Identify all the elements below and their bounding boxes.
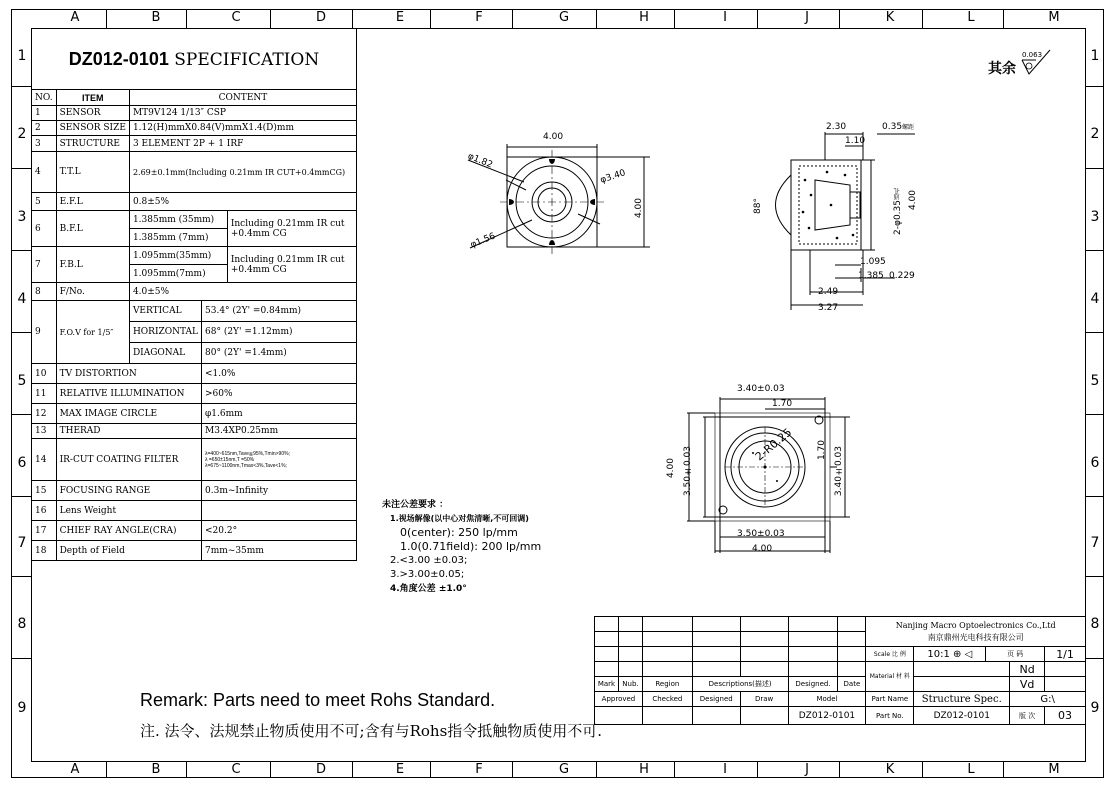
row-content: 3 ELEMENT 2P + 1 IRF — [129, 136, 356, 152]
grid-tick — [839, 762, 840, 778]
projection-symbol-icon: ⊕ ◁ — [953, 648, 973, 660]
material-label: Material 材 料 — [866, 662, 914, 692]
remark-cn: 注. 法令、法规禁止物质使用不可;含有与Rohs指令抵触物质使用不可. — [140, 722, 603, 740]
row-item: F/No. — [56, 283, 129, 301]
row-label: 5 — [17, 373, 27, 389]
fov-vertical-value: 53.4° (2Y' =0.84mm) — [202, 301, 357, 322]
row-label: 9 — [1090, 700, 1100, 716]
table-row — [32, 106, 357, 121]
row-label: 4 — [17, 291, 27, 307]
row-item: THERAD — [56, 424, 201, 439]
row-item: SENSOR — [56, 106, 129, 121]
material-nd: Nd — [1010, 662, 1045, 677]
table-row — [32, 152, 357, 193]
notes-item-1b: 1.0(0.71field): 200 lp/mm — [400, 540, 542, 553]
table-row — [32, 193, 357, 211]
table-row — [32, 364, 357, 384]
table-row — [32, 404, 357, 424]
row-no: 3 — [32, 136, 57, 152]
row-label: 3 — [1090, 209, 1100, 225]
approved-label: Approved — [595, 692, 643, 707]
column-label: A — [70, 10, 80, 25]
grid-tick — [106, 762, 107, 778]
spec-title — [32, 29, 357, 90]
row-content: <20.2° — [202, 521, 357, 541]
bottom-dim-radius: 2-R0.25 — [752, 425, 795, 464]
column-label: D — [315, 762, 326, 777]
side-view-drawing — [755, 120, 930, 320]
part-no-label: Part No. — [866, 707, 914, 725]
grid-tick — [1003, 10, 1004, 28]
row-item: RELATIVE ILLUMINATION — [56, 384, 201, 404]
side-dim-1095: 1.095 — [860, 257, 886, 267]
model-value: DZ012-0101 — [788, 707, 866, 725]
filter-line-2: λ =650±15nm,T =50% — [205, 456, 255, 463]
side-dim-035-value: 0.35 — [882, 122, 903, 132]
grid-tick — [430, 762, 431, 778]
bottom-dim-v350: 3.50±0.03 — [683, 446, 693, 497]
column-label: E — [395, 10, 405, 25]
row-no: 14 — [32, 439, 57, 481]
row-label: 1 — [17, 48, 27, 64]
header-no: NO. — [32, 90, 57, 106]
column-label: J — [805, 762, 809, 777]
bottom-dim-top: 3.40±0.03 — [737, 384, 785, 394]
mark-label: Mark — [595, 677, 619, 692]
row-item: F.B.L — [56, 247, 129, 283]
table-row — [32, 481, 357, 501]
row-content: 0.3m~Infinity — [202, 481, 357, 501]
grid-tick — [11, 250, 31, 251]
row-content: φ1.6mm — [202, 404, 357, 424]
row-note: Including 0.21mm IR cut +0.4mm CG — [227, 211, 356, 247]
column-label: A — [70, 762, 80, 777]
row-content: 4.0±5% — [129, 283, 356, 301]
notes-item-4: 4.角度公差 ±1.0° — [390, 584, 467, 594]
table-row — [32, 121, 357, 136]
scale-label: Scale 比 例 — [866, 647, 914, 662]
grid-tick — [839, 10, 840, 28]
row-no: 12 — [32, 404, 57, 424]
table-row — [32, 211, 357, 229]
column-label: I — [723, 762, 727, 777]
column-label: B — [151, 10, 161, 25]
nub-label: Nub. — [618, 677, 642, 692]
row-no: 6 — [32, 211, 57, 247]
grid-tick — [1086, 576, 1104, 577]
row-content-1: 1.385mm (35mm) — [129, 211, 227, 229]
row-content: 0.8±5% — [129, 193, 356, 211]
row-content: <1.0% — [202, 364, 357, 384]
row-label: 2 — [1090, 126, 1100, 142]
remark-en: Remark: Parts need to meet Rohs Standard. — [140, 690, 496, 710]
grid-tick — [186, 10, 187, 28]
grid-tick — [1086, 168, 1104, 169]
table-row — [32, 424, 357, 439]
side-dim-0229: 0.229 — [889, 271, 915, 281]
part-name-right: G:\ — [1010, 692, 1086, 707]
grid-tick — [11, 414, 31, 415]
version-label: 版 次 — [1010, 707, 1045, 725]
row-label: 3 — [17, 209, 27, 225]
row-item: F.O.V for 1/5″ — [56, 301, 129, 364]
grid-tick — [1086, 414, 1104, 415]
row-no: 10 — [32, 364, 57, 384]
table-row — [32, 247, 357, 265]
row-item: FOCUSING RANGE — [56, 481, 201, 501]
bottom-dim-350: 3.50±0.03 — [737, 529, 785, 539]
fov-horizontal-label: HORIZONTAL — [129, 322, 201, 343]
grid-tick — [430, 10, 431, 28]
row-item: SENSOR SIZE — [56, 121, 129, 136]
grid-tick — [512, 10, 513, 28]
row-content: M3.4XP0.25mm — [202, 424, 357, 439]
grid-tick — [11, 496, 31, 497]
grid-tick — [11, 86, 31, 87]
grid-tick — [512, 762, 513, 778]
grid-tick — [106, 10, 107, 28]
front-dim-d156: φ1.56 — [469, 231, 497, 251]
spec-title-text: SPECIFICATION — [174, 49, 320, 70]
tolerance-notes — [382, 498, 541, 596]
row-label: 6 — [17, 455, 27, 471]
side-dim-88: 88° — [753, 198, 763, 214]
row-content: 1.12(H)mmX0.84(V)mmX1.4(D)mm — [129, 121, 356, 136]
row-no: 4 — [32, 152, 57, 193]
spec-title-code: DZ012-0101 — [68, 48, 169, 69]
column-label: H — [639, 762, 649, 777]
row-no: 1 — [32, 106, 57, 121]
row-label: 2 — [17, 126, 27, 142]
grid-tick — [1086, 332, 1104, 333]
fov-vertical-label: VERTICAL — [129, 301, 201, 322]
grid-tick — [11, 168, 31, 169]
row-item: E.F.L — [56, 193, 129, 211]
grid-tick — [1086, 250, 1104, 251]
draw-label: Draw — [740, 692, 788, 707]
row-no: 18 — [32, 541, 57, 561]
grid-tick — [1086, 658, 1104, 659]
notes-item-3: 3.>3.00±0.05; — [390, 569, 465, 580]
title-block — [594, 616, 1086, 725]
row-no: 8 — [32, 283, 57, 301]
descriptions-label: Descriptions(描述) — [692, 677, 788, 692]
bottom-dim-170: 1.70 — [772, 399, 793, 409]
page-label: 页 码 — [986, 647, 1045, 662]
row-item: TV DISTORTION — [56, 364, 201, 384]
column-label: L — [967, 762, 975, 777]
surface-finish-value: 0.063 — [1022, 51, 1043, 59]
column-label: F — [475, 762, 483, 777]
side-dim-327: 3.27 — [818, 303, 839, 313]
row-item: T.T.L — [56, 152, 129, 193]
row-content: MT9V124 1/13″ CSP — [129, 106, 356, 121]
side-dim-2035-suffix: 通孔 — [894, 188, 901, 200]
grid-tick — [757, 762, 758, 778]
surface-finish-icon — [1018, 48, 1058, 80]
row-label: 1 — [1090, 48, 1100, 64]
designed-label: Designed. — [788, 677, 838, 692]
row-content: >60% — [202, 384, 357, 404]
row-label: 7 — [17, 535, 27, 551]
row-no: 7 — [32, 247, 57, 283]
table-row — [32, 521, 357, 541]
table-row — [32, 283, 357, 301]
fov-diagonal-label: DIAGONAL — [129, 343, 201, 364]
side-dim-110: 1.10 — [845, 136, 866, 146]
side-dim-2035-value: 2-φ0.35 — [893, 200, 903, 235]
row-content-1: 1.095mm(35mm) — [129, 247, 227, 265]
version-value: 03 — [1045, 707, 1086, 725]
column-label: B — [151, 762, 161, 777]
grid-tick — [922, 10, 923, 28]
front-view-drawing — [460, 130, 660, 270]
row-no: 5 — [32, 193, 57, 211]
part-name-label: Part Name — [866, 692, 914, 707]
scale-value: 10:1 — [927, 648, 950, 660]
grid-tick — [1003, 762, 1004, 778]
row-label: 8 — [1090, 616, 1100, 632]
row-no: 15 — [32, 481, 57, 501]
header-item: ITEM — [56, 90, 129, 106]
row-item: CHIEF RAY ANGLE(CRA) — [56, 521, 201, 541]
notes-title: 未注公差要求 ： — [382, 500, 449, 510]
table-row — [32, 439, 357, 481]
part-name-value: Structure Spec. — [914, 692, 1010, 707]
bottom-dim-v340: 3.40±0.03 — [834, 446, 844, 497]
side-dim-249: 2.49 — [818, 287, 839, 297]
grid-tick — [186, 762, 187, 778]
scale-value-cell — [914, 647, 986, 662]
front-dim-d182: φ1.82 — [466, 151, 494, 171]
front-dim-right: 4.00 — [634, 198, 644, 219]
table-row — [32, 301, 357, 322]
part-no-value: DZ012-0101 — [914, 707, 1010, 725]
column-label: C — [231, 10, 241, 25]
column-label: D — [315, 10, 326, 25]
side-dim-035 — [882, 122, 914, 132]
table-row — [32, 541, 357, 561]
side-dim-035-suffix: 螺距 — [902, 124, 915, 131]
column-label: M — [1048, 10, 1060, 25]
grid-tick — [1086, 496, 1104, 497]
grid-tick — [1086, 86, 1104, 87]
grid-tick — [922, 762, 923, 778]
page-value: 1/1 — [1045, 647, 1086, 662]
grid-tick — [11, 332, 31, 333]
region-label: Region — [642, 677, 692, 692]
row-item: IR-CUT COATING FILTER — [56, 439, 201, 481]
notes-item-1: 1.视场解像(以中心对焦清晰,不可回调) — [390, 514, 529, 523]
row-label: 5 — [1090, 373, 1100, 389]
row-label: 9 — [17, 700, 27, 716]
company-name-en: Nanjing Macro Optoelectronics Co.,Ltd — [895, 620, 1056, 630]
row-content — [202, 501, 357, 521]
row-label: 6 — [1090, 455, 1100, 471]
row-label: 8 — [17, 616, 27, 632]
column-label: G — [558, 10, 570, 25]
date-label: Date — [838, 677, 866, 692]
fov-diagonal-value: 80° (2Y' =1.4mm) — [202, 343, 357, 364]
bottom-dim-v170: 1.70 — [817, 440, 827, 461]
row-no: 11 — [32, 384, 57, 404]
grid-tick — [11, 658, 31, 659]
row-label: 7 — [1090, 535, 1100, 551]
bottom-dim-400: 4.00 — [752, 544, 773, 554]
row-content: 2.69±0.1mm(Including 0.21mm IR CUT+0.4mmCG) — [129, 152, 356, 193]
column-label: K — [885, 10, 895, 25]
column-label: M — [1048, 762, 1060, 777]
column-label: L — [967, 10, 975, 25]
surface-finish-label: 其余 — [988, 61, 1016, 77]
model-label: Model — [788, 692, 866, 707]
row-no: 9 — [32, 301, 57, 364]
row-content-2: 1.095mm(7mm) — [129, 265, 227, 283]
front-dim-d340: φ3.40 — [599, 168, 627, 186]
filter-line-3: λ=675~1100nm,Tmax<3%,Tave<1%; — [205, 462, 287, 469]
row-note: Including 0.21mm IR cut +0.4mm CG — [227, 247, 356, 283]
column-label: G — [558, 762, 570, 777]
row-content: 7mm~35mm — [202, 541, 357, 561]
filter-line-1: λ=400~615nm,Tave≧95%,Tmin>90%; — [205, 450, 290, 457]
bottom-dim-v400: 4.00 — [666, 458, 676, 479]
grid-tick — [11, 576, 31, 577]
column-label: E — [395, 762, 405, 777]
row-no: 13 — [32, 424, 57, 439]
spec-table — [31, 28, 357, 561]
notes-item-2: 2.<3.00 ±0.03; — [390, 555, 468, 566]
column-label: I — [723, 10, 727, 25]
notes-item-1a: 0(center): 250 lp/mm — [400, 526, 518, 539]
row-content-2: 1.385mm (7mm) — [129, 229, 227, 247]
row-no: 16 — [32, 501, 57, 521]
row-no: 17 — [32, 521, 57, 541]
company-name-cn: 南京鼎州光电科技有限公司 — [927, 632, 1024, 642]
column-label: H — [639, 10, 649, 25]
grid-tick — [270, 762, 271, 778]
row-item: Depth of Field — [56, 541, 201, 561]
row-item: STRUCTURE — [56, 136, 129, 152]
grid-tick — [596, 10, 597, 28]
grid-tick — [757, 10, 758, 28]
row-label: 4 — [1090, 291, 1100, 307]
table-row — [32, 501, 357, 521]
grid-tick — [270, 10, 271, 28]
grid-tick — [674, 10, 675, 28]
table-row — [32, 136, 357, 152]
column-label: K — [885, 762, 895, 777]
grid-tick — [596, 762, 597, 778]
side-dim-1385: 1.385 — [858, 271, 884, 281]
header-content: CONTENT — [129, 90, 356, 106]
side-dim-400: 4.00 — [908, 190, 918, 211]
front-dim-top: 4.00 — [543, 132, 564, 142]
material-vd: Vd — [1010, 677, 1045, 692]
designed2-label: Designed — [692, 692, 740, 707]
row-item: MAX IMAGE CIRCLE — [56, 404, 201, 424]
grid-tick — [674, 762, 675, 778]
side-dim-230: 2.30 — [826, 122, 847, 132]
column-label: J — [805, 10, 809, 25]
checked-label: Checked — [642, 692, 692, 707]
column-label: C — [231, 762, 241, 777]
fov-horizontal-value: 68° (2Y' =1.12mm) — [202, 322, 357, 343]
grid-tick — [352, 10, 353, 28]
row-no: 2 — [32, 121, 57, 136]
table-row — [32, 384, 357, 404]
grid-tick — [352, 762, 353, 778]
row-item: Lens Weight — [56, 501, 201, 521]
row-item: B.F.L — [56, 211, 129, 247]
side-dim-2035 — [893, 188, 903, 235]
column-label: F — [475, 10, 483, 25]
